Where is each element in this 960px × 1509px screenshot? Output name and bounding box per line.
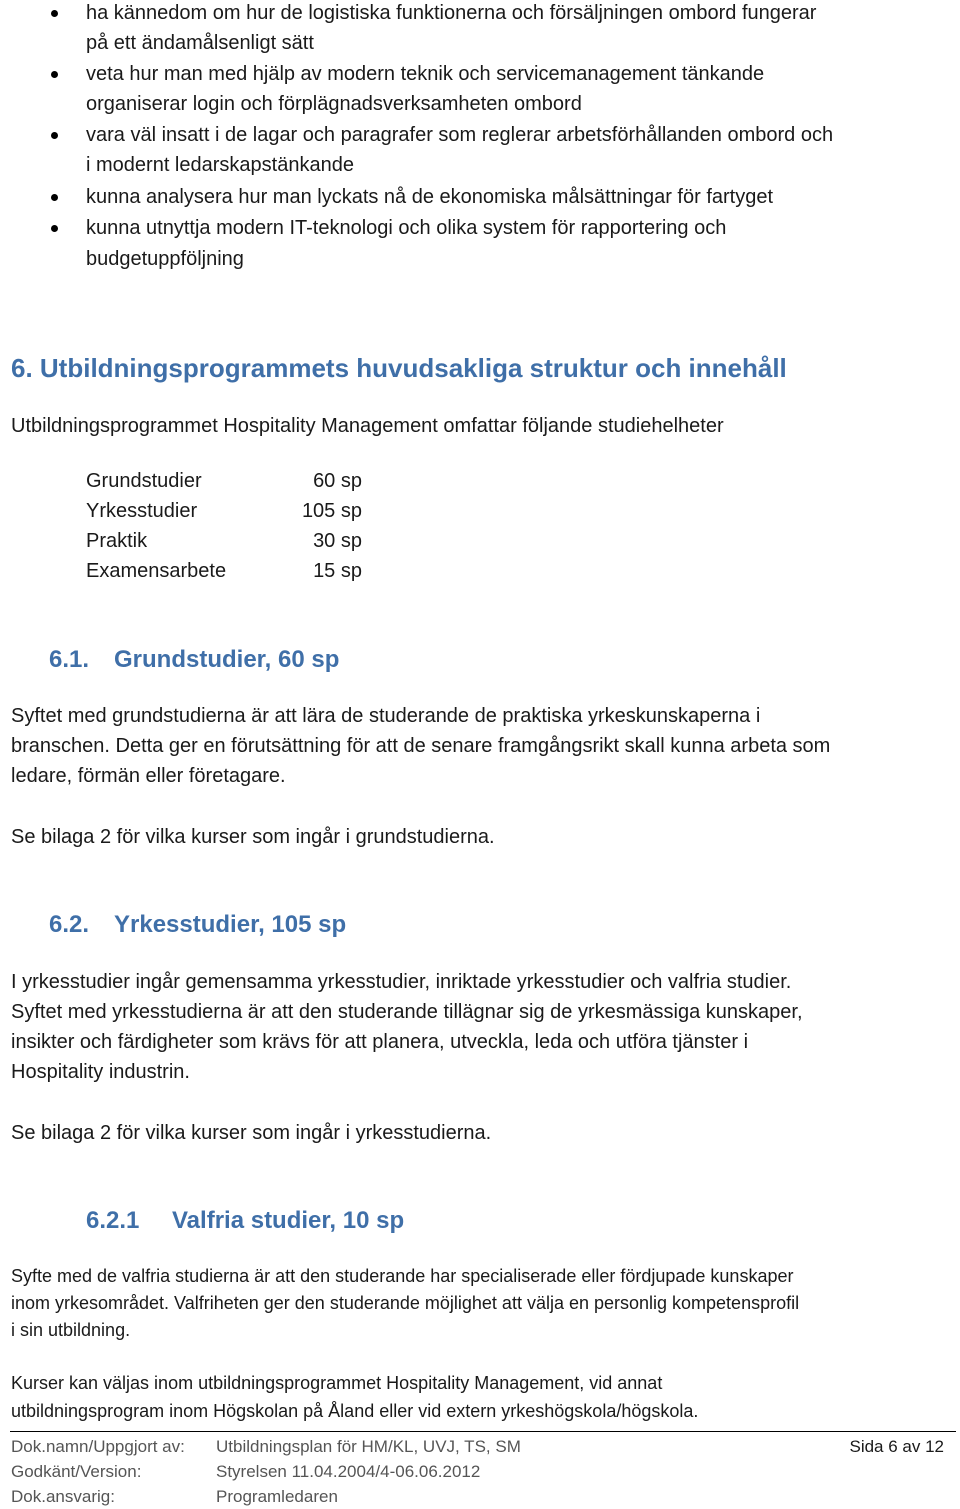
table-row-credits: 60 sp (313, 470, 362, 492)
appendix-reference: Se bilaga 2 för vilka kurser som ingår i grundstudierna. (11, 826, 495, 848)
paragraph-line: Syftet med yrkesstudierna är att den studerande tillägnar sig de yrkesmässiga kunskaper, (11, 1001, 803, 1023)
bullet-icon (51, 225, 58, 232)
paragraph-line: inom yrkesområdet. Valfriheten ger den studerande möjlighet att välja en personlig kompetensprofil (11, 1293, 800, 1313)
bullet-icon (51, 194, 58, 201)
footer-label: Dok.namn/Uppgjort av: (11, 1437, 185, 1456)
footer-divider (10, 1431, 956, 1432)
list-item: ha kännedom om hur de logistiska funktionerna och försäljningen ombord fungerar (86, 2, 817, 24)
paragraph-line: Hospitality industrin. (11, 1061, 190, 1083)
list-item: budgetuppföljning (86, 248, 244, 270)
list-item: på ett ändamålsenligt sätt (86, 32, 314, 54)
table-row-credits: 15 sp (313, 560, 362, 582)
paragraph-line: Syfte med de valfria studierna är att den studerande har specialiserade eller fördjupade kunskaper (11, 1266, 794, 1286)
list-item: veta hur man med hjälp av modern teknik och servicemanagement tänkande (86, 63, 765, 85)
paragraph-line: ledare, förmän eller företagare. (11, 765, 286, 787)
footer-label: Dok.ansvarig: (11, 1487, 115, 1506)
footer-value: Styrelsen 11.04.2004/4-06.06.2012 (216, 1462, 481, 1481)
bullet-icon (51, 10, 58, 17)
section-6-2-title: Yrkesstudier, 105 sp (114, 911, 347, 938)
paragraph-line: utbildningsprogram inom Högskolan på Åland eller vid extern yrkeshögskola/högskola. (11, 1401, 699, 1421)
list-item: i modernt ledarskapstänkande (86, 154, 354, 176)
footer-value: Utbildningsplan för HM/KL, UVJ, TS, SM (216, 1437, 521, 1456)
list-item: kunna utnyttja modern IT-teknologi och olika system för rapportering och (86, 217, 727, 239)
paragraph-line: i sin utbildning. (11, 1320, 131, 1340)
paragraph-line: branschen. Detta ger en förutsättning för att de senare framgångsrikt skall kunna arbeta som (11, 735, 831, 757)
paragraph-line: insikter och färdigheter som krävs för att planera, utveckla, leda och utföra tjänster i (11, 1031, 749, 1053)
table-row-name: Yrkesstudier (86, 500, 198, 522)
footer-label: Godkänt/Version: (11, 1462, 142, 1481)
table-row-credits: 30 sp (313, 530, 362, 552)
page-number: Sida 6 av 12 (849, 1437, 944, 1456)
list-item: organiserar login och förplägnadsverksamheten ombord (86, 93, 582, 115)
paragraph-line: Syftet med grundstudierna är att lära de studerande de praktiska yrkeskunskaperna i (11, 705, 761, 727)
bullet-icon (51, 132, 58, 139)
table-row-name: Praktik (86, 530, 148, 552)
appendix-reference: Se bilaga 2 för vilka kurser som ingår i yrkesstudierna. (11, 1122, 492, 1144)
paragraph-line: Kurser kan väljas inom utbildningsprogrammet Hospitality Management, vid annat (11, 1373, 663, 1393)
section-6-2-1-title: Valfria studier, 10 sp (172, 1207, 405, 1234)
section-6-2-number: 6.2. (49, 911, 90, 938)
table-row-name: Examensarbete (86, 560, 227, 582)
section-6-intro: Utbildningsprogrammet Hospitality Management omfattar följande studiehelheter (11, 415, 724, 437)
section-6-1-title: Grundstudier, 60 sp (114, 646, 340, 673)
paragraph-line: I yrkesstudier ingår gemensamma yrkesstudier, inriktade yrkesstudier och valfria studier. (11, 971, 792, 993)
table-row-credits: 105 sp (301, 500, 362, 522)
list-item: kunna analysera hur man lyckats nå de ekonomiska målsättningar för fartyget (86, 186, 774, 208)
section-6-2-1-number: 6.2.1 (86, 1207, 140, 1234)
list-item: vara väl insatt i de lagar och paragrafer som reglerar arbetsförhållanden ombord och (86, 124, 834, 146)
footer-value: Programledaren (216, 1487, 338, 1506)
table-row-name: Grundstudier (86, 470, 202, 492)
bullet-icon (51, 71, 58, 78)
section-6-1-number: 6.1. (49, 646, 90, 673)
section-6-heading: 6. Utbildningsprogrammets huvudsakliga struktur och innehåll (11, 353, 787, 383)
